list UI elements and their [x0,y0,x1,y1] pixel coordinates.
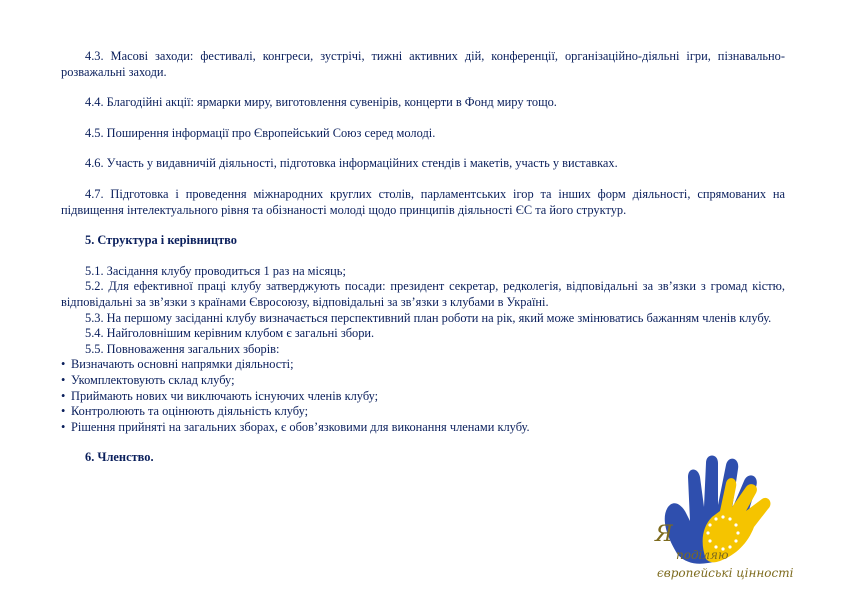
item-5-3: 5.3. На першому засіданні клубу визначається перспективний план роботи на рік, який може змінюватись бажанням членів клубу. [85,310,772,325]
list-item: • Контролюють та оцінюють діяльність клубу; [61,404,785,420]
paragraph-4-5: 4.5. Поширення інформації про Європейський Союз серед молоді. [85,125,436,140]
powers-list [61,357,785,435]
list-item: • Рішення прийняті на загальних зборах, є обов’язковими для виконання членами клубу. [61,420,785,436]
section-6-heading: 6. Членство. [85,450,154,465]
logo-text-ya: Я [655,522,673,547]
list-item: • Визначають основні напрямки діяльності; [61,357,785,373]
list-item: • Укомплектовують склад клубу; [61,373,785,389]
paragraph-4-4: 4.4. Благодійні акції: ярмарки миру, виготовлення сувенірів, концерти в Фонд миру тощо. [85,95,557,110]
item-5-4: 5.4. Найголовнішим керівним клубом є загальні збори. [85,326,375,341]
item-5-1: 5.1. Засідання клубу проводиться 1 раз на місяць; [85,263,346,278]
paragraph-4-3: 4.3. Масові заходи: фестивалі, конгреси, зустрічі, тижні активних дій, конференції, організаційно-діяльні ігри, пізнавально-розважальні заходи. [61,49,785,79]
item-5-5: 5.5. Повноваження загальних зборів: [85,341,280,356]
document-body [61,49,785,466]
list-item: • Приймають нових чи виключають існуючих членів клубу; [61,389,785,405]
logo-text-podilyayu: поділяю [676,548,729,562]
logo-text-values: європейські цінності [657,566,794,580]
paragraph-4-7: 4.7. Підготовка і проведення міжнародних круглих столів, парламентських ігор та інших форм діяльності, спрямованих на підвищення інтелектуального рівня та обізнаності молоді щодо принципів діяльності ЄС та його структур. [61,186,785,217]
item-5-2: 5.2. Для ефективної праці клубу затверджують посади: президент секретар, редколегія, відповідальні за зв’язки з громад кістю, відповідальні за зв’язки з країнами Євросоюзу, відповідальні за зв’язки з клубами в Україні. [61,279,785,309]
section-5-heading: 5. Структура і керівництво [85,233,237,248]
paragraph-4-6: 4.6. Участь у видавничій діяльності, підготовка інформаційних стендів і макетів, участь у виставках. [85,156,618,171]
